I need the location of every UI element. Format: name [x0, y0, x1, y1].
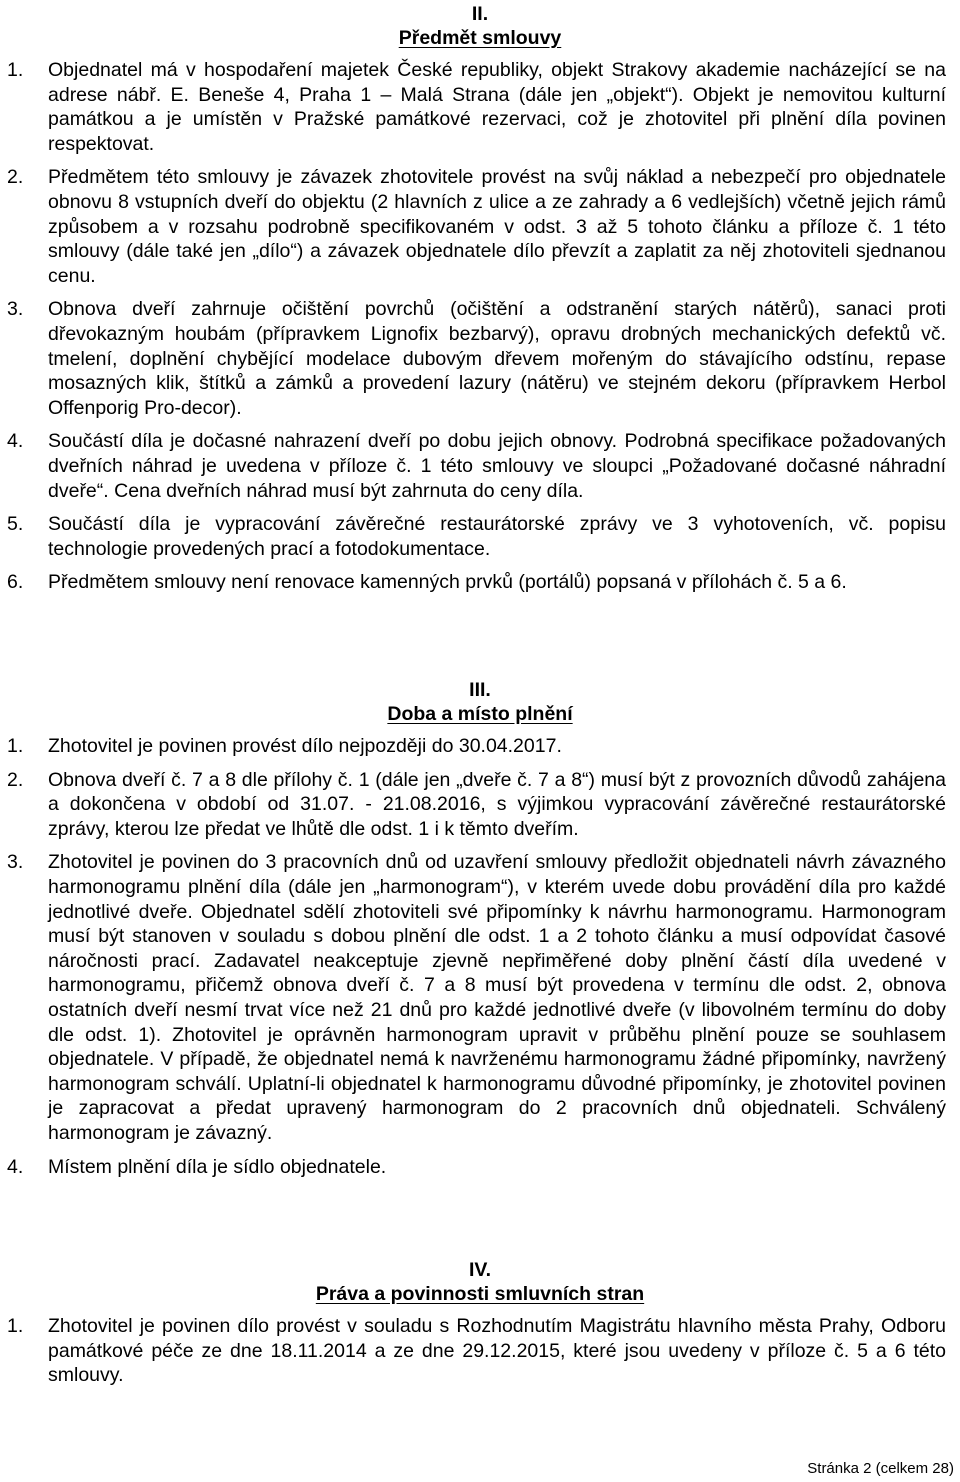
clause: [0, 58, 960, 156]
clause-number: 6.: [7, 571, 24, 594]
clause-number: 2.: [7, 166, 24, 189]
section-iii: [0, 678, 960, 1179]
clause: [0, 850, 960, 1145]
clause: [0, 570, 960, 595]
clause-text: Součástí díla je vypracování závěrečné restaurátorské zprávy ve 3 vyhotoveních, vč. popisu technologie provedených prací a fotodokumentace.: [48, 513, 946, 560]
section-title: Předmět smlouvy: [398, 27, 562, 49]
clause-text: Předmětem smlouvy není renovace kamenných prvků (portálů) popsaná v přílohách č. 5 a 6.: [48, 571, 847, 594]
clause-text: Obnova dveří č. 7 a 8 dle přílohy č. 1 (dále jen „dveře č. 7 a 8“) musí být z provozních důvodů zahájena a dokončena v období od 31.07. - 21.08.2016, s výjimkou vypracování závěrečné restaurátorské zprávy, kterou lze předat ve lhůtě dle odst. 1 i k těmto dveřím.: [48, 768, 946, 840]
clause-list: [0, 58, 960, 595]
clause-list: [0, 734, 960, 1179]
clause-text: Zhotovitel je povinen do 3 pracovních dnů od uzavření smlouvy předložit objednateli návrh závazného harmonogramu plnění díla (dále jen „harmonogram“), v kterém uvede dobu provádění díla pro každé jednotlivé dveře. Objednatel sdělí zhotoviteli své připomínky k návrhu harmonogramu. Harmonogram musí být stanoven v souladu s dobou plnění dle odst. 1 a 2 tohoto článku a musí odpovídat časové náročnosti prací. Zadavatel neakceptuje zjevně nepřiměřené doby plnění částí díla uvedené v harmonogramu, přičemž obnova dveří č. 7 a 8 musí být provedena v termínu dle odst. 2, obnova ostatních dveří nesmí trvat více než 21 dnů pro každé jednotlivé dveře (v libovolném termínu do doby dle odst. 1). Zhotovitel je oprávněn harmonogram upravit v průběhu plnění pouze se souhlasem objednatele. V případě, že objednatel nemá k navrženému harmonogramu žádné připomínky, navržený harmonogram schválí. Uplatní-li objednatel k harmonogramu důvodné připomínky, je zhotovitel povinen je zapracovat a předat upravený harmonogram do 2 pracovních dnů objednateli. Schválený harmonogram je závazný.: [48, 851, 946, 1144]
clause-text: Součástí díla je dočasné nahrazení dveří po dobu jejich obnovy. Podrobná specifikace požadovaných dveřních náhrad je uvedena v příloze č. 1 této smlouvy ve sloupci „Požadované dočasné náhradní dveře“. Cena dveřních náhrad musí být zahrnuta do ceny díla.: [48, 430, 946, 502]
clause-number: 1.: [7, 1315, 24, 1337]
section-ii: [0, 0, 960, 595]
clause: [0, 734, 960, 759]
clause-text: Zhotovitel je povinen provést dílo nejpozději do 30.04.2017.: [48, 735, 562, 757]
clause-number: 4.: [7, 430, 24, 453]
clause-number: 3.: [7, 298, 24, 321]
clause: [0, 512, 960, 561]
clause-text: Předmětem této smlouvy je závazek zhotovitele provést na svůj náklad a nebezpečí pro objednatele obnovu 8 vstupních dveří do objektu (2 hlavních z ulice a ze zahrady a 6 vedlejších) včetně jejich rámů způsobem a v rozsahu podrobně specifikovaném v odst. 3 až 5 tohoto článku a příloze č. 1 této smlouvy (dále také jen „dílo“) a závazek objednatele dílo převzít a zaplatit za něj zhotoviteli sjednanou cenu.: [48, 166, 946, 287]
section-title: Práva a povinnosti smluvních stran: [315, 1283, 645, 1305]
section-iv: [0, 1258, 960, 1388]
clause-text: Objednatel má v hospodaření majetek České republiky, objekt Strakovy akademie nacházející se na adrese nábř. E. Beneše 4, Praha 1 – Malá Strana (dále jen „objekt“). Objekt je nemovitou kulturní památkou a je umístěn v Pražské památkové rezervaci, což je zhotovitel při plnění díla povinen respektovat.: [48, 59, 946, 155]
clause-number: 1.: [7, 59, 24, 81]
page-footer: Stránka 2 (celkem 28): [807, 1460, 954, 1477]
clause-number: 1.: [7, 735, 24, 757]
section-title: Doba a místo plnění: [387, 703, 573, 725]
clause: [0, 1155, 960, 1180]
clause-number: 4.: [7, 1155, 24, 1178]
section-number: II.: [471, 3, 489, 25]
clause-list: [0, 1314, 960, 1388]
clause: [0, 297, 960, 420]
clause-text: Zhotovitel je povinen dílo provést v souladu s Rozhodnutím Magistrátu hlavního města Prahy, Odboru památkové péče ze dne 18.11.2014 a ze dne 29.12.2015, které jsou uvedeny v příloze č. 5 a 6 této smlouvy.: [48, 1315, 946, 1387]
clause: [0, 768, 960, 842]
clause-text: Obnova dveří zahrnuje očištění povrchů (očištění a odstranění starých nátěrů), sanaci proti dřevokazným houbám (přípravkem Lignofix bezbarvý), opravu drobných mechanických defektů vč. tmelení, doplnění chybějící modelace dubovým dřevem mořeným do stávajícího odstínu, repase mosazných klik, štítků a zámků a provedení lazury (nátěru) ve stejném dekoru (přípravkem Herbol Offenporig Pro-decor).: [48, 298, 946, 419]
clause-text: Místem plnění díla je sídlo objednatele.: [48, 1155, 387, 1178]
clause: [0, 165, 960, 288]
section-number: III.: [469, 679, 491, 701]
clause-number: 3.: [7, 851, 24, 874]
clause-number: 2.: [7, 768, 24, 791]
clause: [0, 429, 960, 503]
clause-number: 5.: [7, 513, 24, 536]
clause: [0, 1314, 960, 1388]
section-number: IV.: [468, 1259, 492, 1281]
